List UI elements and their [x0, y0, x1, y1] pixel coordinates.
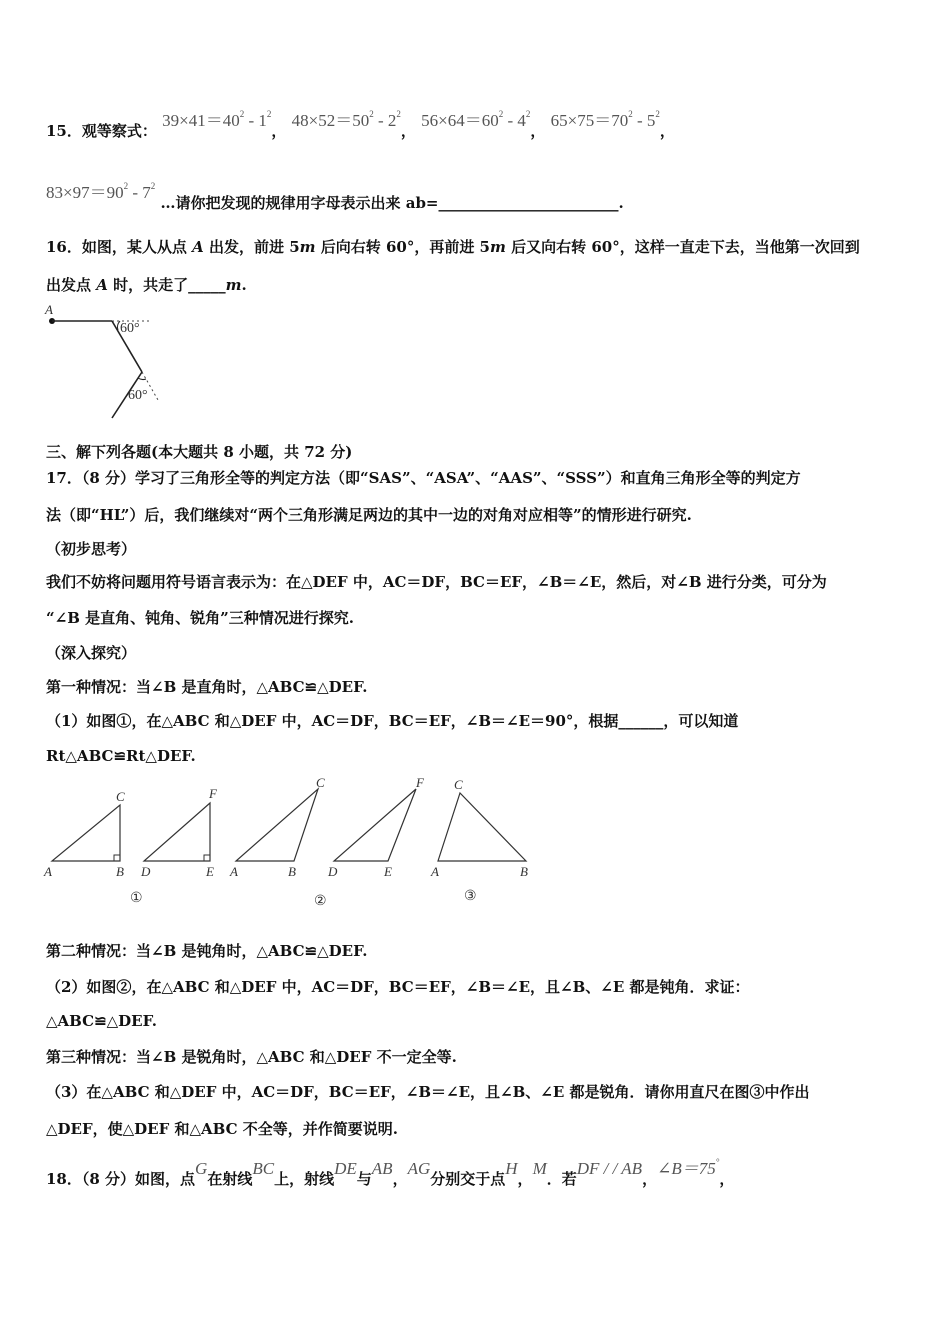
q17-line5: “∠B 是直角、钝角、锐角”三种情况进行探究. [46, 609, 354, 627]
q17-line12: △ABC≌△DEF. [46, 1012, 157, 1030]
triangle-abc-2 [236, 789, 318, 861]
figure-number-3: ③ [464, 889, 477, 904]
t4-label-f: F [416, 775, 424, 790]
triangle-abc-1 [52, 805, 120, 861]
q15-line2 [46, 178, 624, 212]
t4-label-e: E [384, 864, 392, 879]
q17-line11: （2）如图②，在△ABC 和△DEF 中，AC＝DF，BC＝EF，∠B＝∠E，且∠B、∠E 都是钝角．求证： [46, 978, 750, 996]
q17-line10: 第二种情况：当∠B 是钝角时，△ABC≌△DEF. [46, 942, 368, 960]
t1-label-c: C [116, 789, 125, 804]
angle-label-1: 60° [120, 321, 140, 336]
angle-label-2: 60° [128, 388, 148, 403]
right-angle-mark-1 [114, 855, 120, 861]
q17-line9: Rt△ABC≌Rt△DEF. [46, 747, 196, 765]
q17-line1: 17．（8 分）学习了三角形全等的判定方法（即“SAS”、“ASA”、“AAS”、“SSS”）和直角三角形全等的判定方 [46, 469, 801, 487]
q17-line4: 我们不妨将问题用符号语言表示为：在△DEF 中，AC＝DF，BC＝EF，∠B＝∠E，然后，对∠B 进行分类，可分为 [46, 573, 827, 591]
q17-line6: （深入探究） [46, 644, 137, 662]
q17-figures [40, 775, 540, 915]
q15-eq1: $39\times 41=40^2 - 1^2$ [162, 109, 272, 130]
t3-label-a: A [230, 864, 238, 879]
t3-label-b: B [288, 864, 296, 879]
q17-line3: （初步思考） [46, 540, 137, 558]
q15-eq2: $48\times 52=50^2 - 2^2$ [291, 109, 401, 130]
q15-tail: …请你把发现的规律用字母表示出来 ab=________________________. [160, 194, 624, 212]
q17-line13: 第三种情况：当∠B 是锐角时，△ABC 和△DEF 不一定全等. [46, 1048, 457, 1066]
t4-label-d: D [328, 864, 338, 879]
t1-label-b: B [116, 864, 124, 879]
q16-line2: 出发点 A 时，共走了_____m. [46, 276, 247, 294]
t5-label-c: C [454, 777, 463, 792]
triangle-def-1 [144, 803, 210, 861]
q17-line15: △DEF，使△DEF 和△ABC 不全等，并作简要说明. [46, 1120, 398, 1138]
angle-arc-2 [138, 378, 146, 380]
section-3-heading: 三、解下列各题(本大题共 8 小题，共 72 分) [46, 443, 353, 461]
q17-line8: （1）如图①，在△ABC 和△DEF 中，AC＝DF，BC＝EF，∠B＝∠E＝90°，根据______，可以知道 [46, 712, 739, 730]
figure-number-2: ② [314, 894, 327, 909]
q18-line1: 18．（8 分）如图，点G在射线BC上，射线DE与AB，AG分别交于点H，M．若DF / / AB，∠B＝75°， [46, 1157, 735, 1188]
t2-label-f: F [209, 786, 217, 801]
q15-label: 15．观等察式： [46, 122, 157, 140]
q17-line2: 法（即“HL”）后，我们继续对“两个三角形满足两边的其中一边的对角对应相等”的情形进行研究. [46, 506, 692, 524]
t5-label-b: B [520, 864, 528, 879]
q17-line7: 第一种情况：当∠B 是直角时，△ABC≌△DEF. [46, 678, 368, 696]
q15-eq5: $83\times 97=90^2 - 7^2$ [46, 181, 156, 202]
t2-label-d: D [141, 864, 151, 879]
triangle-abc-3 [438, 793, 526, 861]
t1-label-a: A [44, 864, 52, 879]
triangle-def-2 [334, 789, 416, 861]
q15-eq3: $56\times 64=60^2 - 4^2$ [421, 109, 531, 130]
q15-eq4: $65\times 75=70^2 - 5^2$ [550, 109, 660, 130]
q15-line1: 15．观等察式： $39\times 41=40^2 - 1^2$， $48\times 52=50^2 - 2^2$， $56\times 64=60^2 - 4^2$， $65\times 75=70^2 - 5^2$， [46, 109, 675, 140]
t5-label-a: A [431, 864, 439, 879]
figure-number-1: ① [130, 891, 143, 906]
right-angle-mark-2 [204, 855, 210, 861]
label-A: A [45, 302, 53, 317]
q16-figure [40, 300, 180, 425]
q17-line14: （3）在△ABC 和△DEF 中，AC＝DF，BC＝EF，∠B＝∠E，且∠B、∠E 都是锐角．请你用直尺在图③中作出 [46, 1083, 810, 1101]
t2-label-e: E [206, 864, 214, 879]
t3-label-c: C [316, 775, 325, 790]
q16-line1: 16．如图，某人从点 A 出发，前进 5m 后向右转 60°，再前进 5m 后又向右转 60°，这样一直走下去，当他第一次回到 [46, 238, 860, 256]
